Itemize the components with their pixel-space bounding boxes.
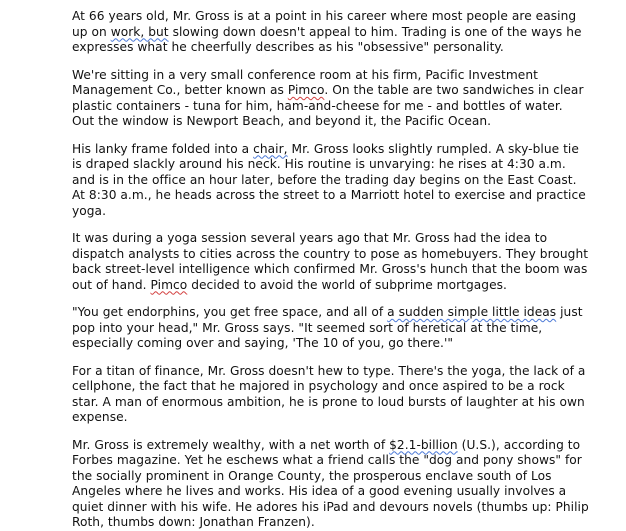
text-line: Out the window is Newport Beach, and beyond it, the Pacific Ocean. [72,114,492,128]
text-line: At 8:30 a.m., he heads across the street to a Marriott hotel to exercise and practice [72,188,586,202]
text-line: For a titan of finance, Mr. Gross doesn't hew to type. There's the yoga, the lack of a [72,363,586,378]
text-line: out of hand. Pimco decided to avoid the world of subprime mortgages. [72,277,507,292]
text-line: the socially prominent in Orange County, the prosperous enclave south of Los [72,468,552,483]
paragraph [72,364,606,426]
text-line: Angeles where he lives and works. His idea of a good evening usually involves a [72,484,567,498]
text-line: expense. [72,410,128,424]
text-line: especially coming over and saying, 'The 10 of you, go there.'" [72,336,454,350]
text-line: and is in the office an hour later, before the trading day begins on the East Coast. [72,172,577,187]
text-line: quiet dinner with his wife. He adores his iPad and devours novels (thumbs up: Philip [72,499,589,514]
text-line: It was during a yoga session several years ago that Mr. Gross had the idea to [72,231,548,245]
paragraph [72,231,606,293]
text-line: plastic containers - tuna for him, ham-and-cheese for me - and bottles of water. [72,98,563,113]
text-line: Mr. Gross is extremely wealthy, with a net worth of $2.1-billion (U.S.), according to [72,437,581,452]
grammar-suggestion-mark[interactable]: chair, [253,141,288,156]
text-line: star. A man of enormous ambition, he is prone to loud bursts of laughter at his own [72,394,585,409]
paragraph [72,438,606,531]
text-line: back street-level intelligence which confirmed Mr. Gross's hunch that the boom was [72,262,588,276]
grammar-suggestion-mark[interactable]: a sudden simple little ideas [387,305,557,319]
text-line: Management Co., better known as Pimco. On the table are two sandwiches in clear [72,83,584,97]
text-line: yoga. [72,203,106,218]
text-line: expresses what he cheerfully describes as his "obsessive" personality. [72,40,504,54]
text-line: His lanky frame folded into a chair, Mr. Gross looks slightly rumpled. A sky-blue tie [72,141,579,156]
text-line: up on work, but slowing down doesn't appeal to him. Trading is one of the ways he [72,24,582,39]
paragraph [72,305,606,352]
text-line: cellphone, the fact that he majored in psychology and once aspired to be a rock [72,379,565,393]
text-line: pop into your head," Mr. Gross says. "It seemed sort of heretical at the time, [72,320,543,335]
text-line: Roth, thumbs down: Jonathan Franzen). [72,515,315,529]
text-line: Forbes magazine. Yet he eschews what a friend calls the "dog and pony shows" for [72,453,582,467]
paragraph [72,142,606,220]
text-line: We're sitting in a very small conference room at his firm, Pacific Investment [72,67,538,82]
text-line: "You get endorphins, you get free space, and all of a sudden simple little ideas just [72,305,583,319]
text-line: dispatch analysts to cities across the country to pose as homebuyers. They brought [72,246,589,261]
paragraph [72,9,606,56]
text-line: is draped slackly around his neck. His routine is unvarying: he rises at 4:30 a.m. [72,157,566,171]
paragraph [72,68,606,130]
spelling-error-mark[interactable]: Pimco [287,83,325,97]
text-line: At 66 years old, Mr. Gross is at a point in his career where most people are easing [72,9,577,23]
spelling-error-mark[interactable]: Pimco [150,277,188,292]
grammar-suggestion-mark[interactable]: work, but [110,24,169,39]
grammar-suggestion-mark[interactable]: $2.1-billion [389,437,458,452]
